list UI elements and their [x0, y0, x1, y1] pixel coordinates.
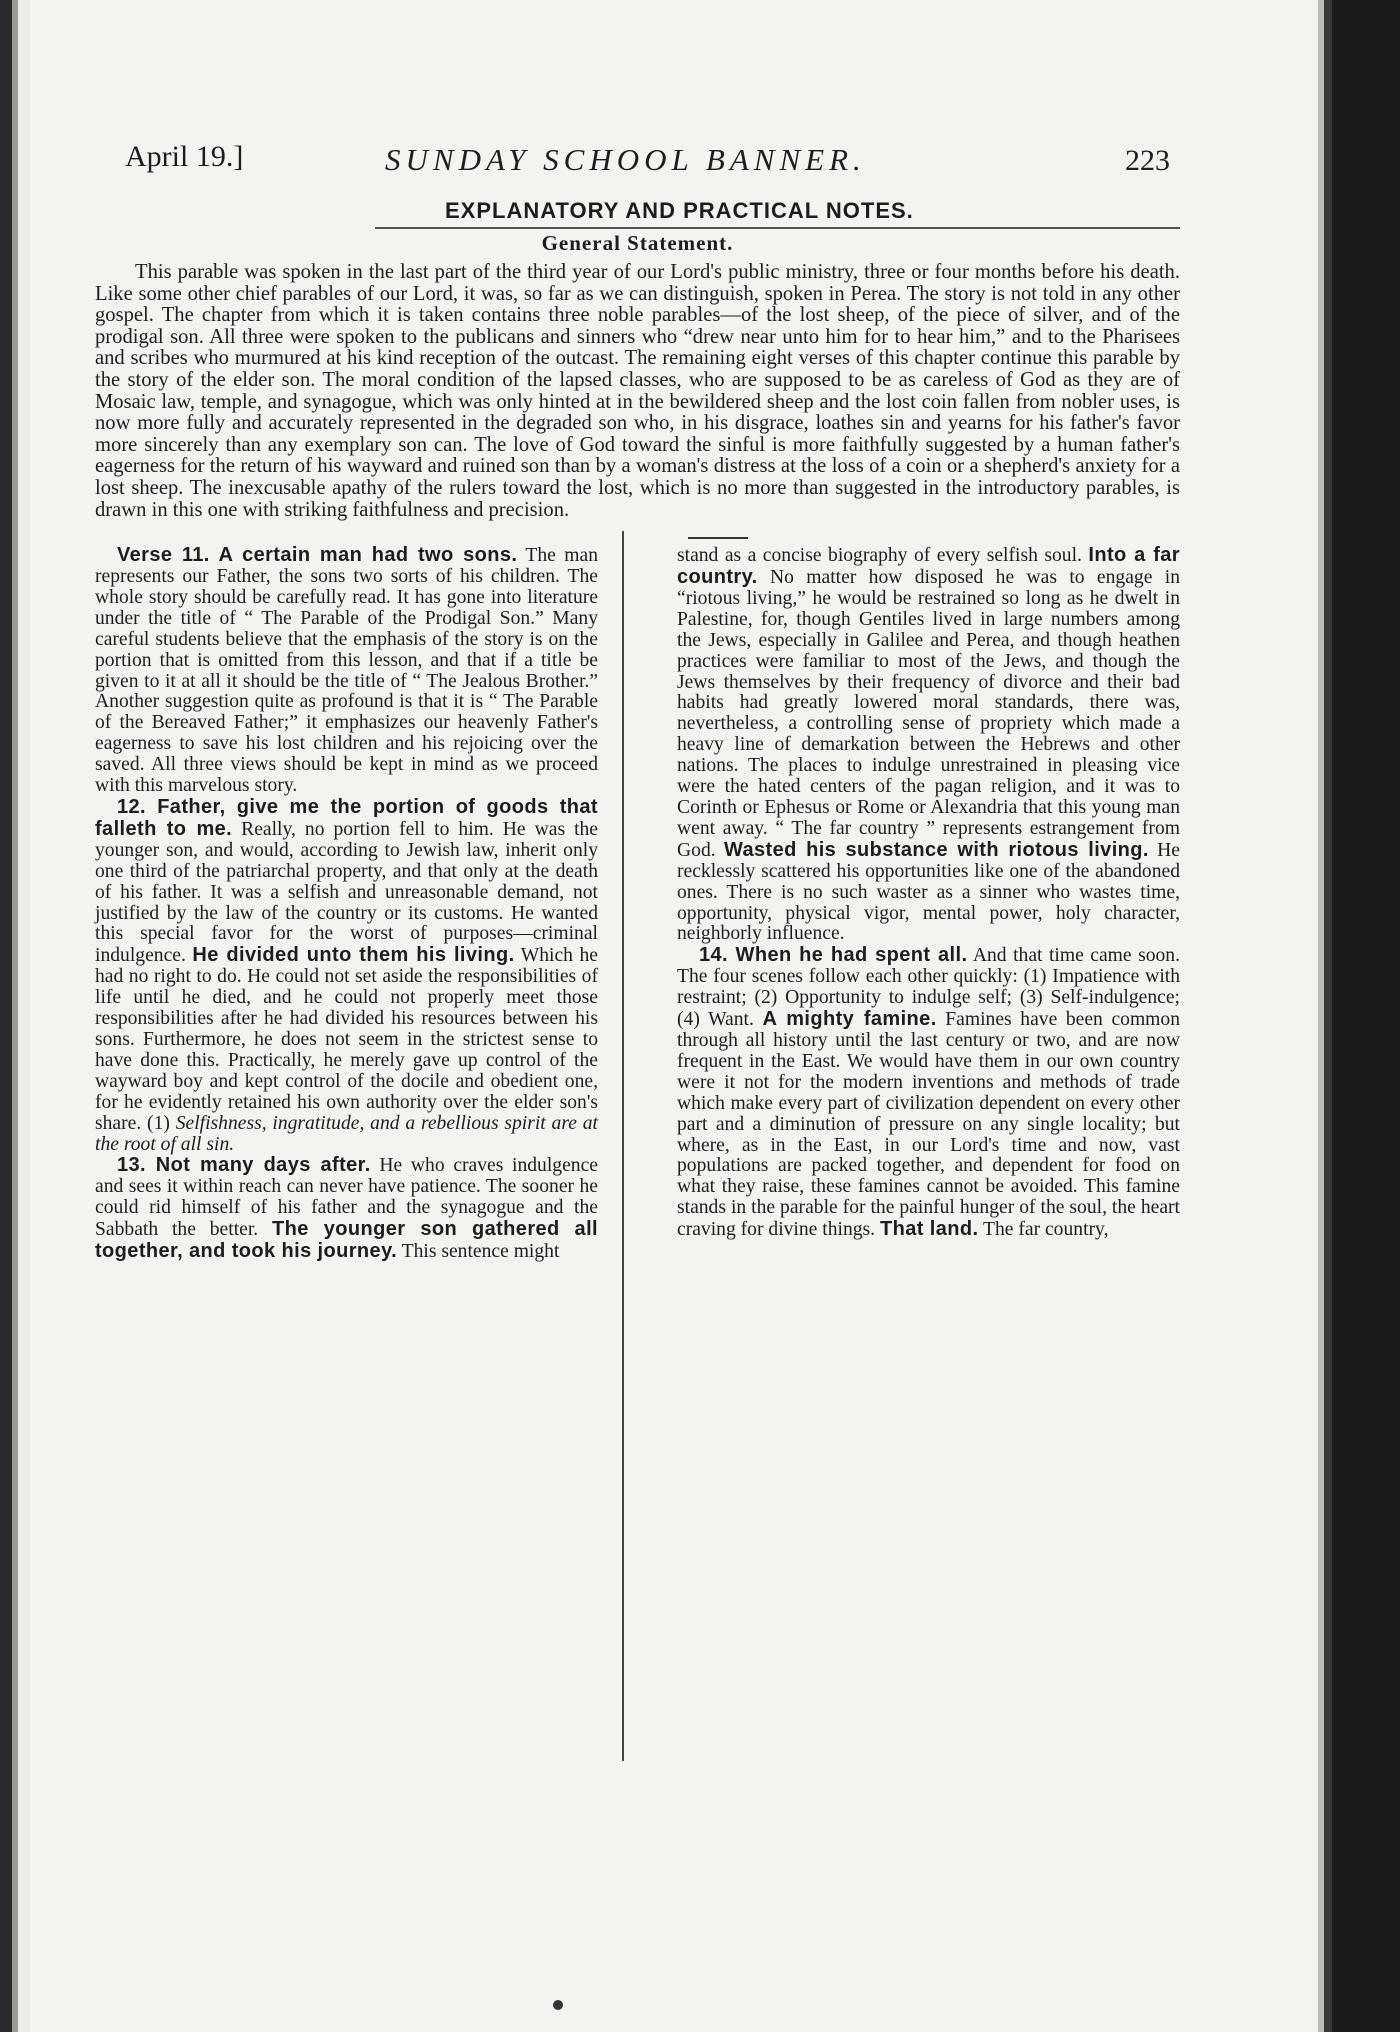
- verse-12-heading-b: He divided unto them his living.: [192, 944, 515, 967]
- verse-13-text-b: This sentence might: [401, 1241, 560, 1263]
- page-mark-dot: [553, 2000, 563, 2010]
- verse-14-text-a: And that time came soon. The four scenes follow each other quickly: (1) Impatience with restraint; (2) Opportunity to indulge self; (3) Self-indulgence; (4) Want.: [677, 945, 1181, 1031]
- verse-11-heading: Verse 11. A certain man had two sons.: [117, 544, 518, 567]
- mighty-famine-heading: A mighty famine.: [762, 1008, 937, 1031]
- column-rule: [622, 531, 624, 1761]
- that-land-text: The far country,: [982, 1219, 1109, 1241]
- section-subtitle: General Statement.: [541, 231, 734, 255]
- verse-13-continuation: [677, 545, 1180, 945]
- verse-13-text-a: He who craves indulgence and sees it within reach can never have patience. The sooner he could rid himself of his father and the synagogue and the Sabbath the better.: [95, 1155, 598, 1241]
- verse-11-note: [95, 545, 598, 797]
- section-title: EXPLANATORY AND PRACTICAL NOTES.: [375, 198, 1180, 229]
- page-number: 223: [1125, 144, 1170, 177]
- verse-12-text-b: Which he had no right to do. He could not set aside the responsibilities of life until he died, and he could not properly meet those responsibilities after he had divided his resources between his sons. Furthermore, he does not seem in the strictest sense to have done this. Practically, he merely gave up control of the wayward boy and kept control of the docile and obedient one, for he evidently retained his own authority over the elder son's share.: [95, 945, 599, 1134]
- verse-13-heading: 13. Not many days after.: [117, 1154, 371, 1177]
- book-page: [95, 140, 1180, 1263]
- far-country-heading: Into a far country.: [677, 544, 1180, 589]
- wasted-substance-heading: Wasted his substance with riotous living.: [723, 838, 1149, 861]
- wasted-substance-text: He recklessly scattered his opportunities like one of the abandoned ones. There is no such waster as a sinner who wastes time, opportunity, physical vigor, mental power, holy character, neighborly influence.: [677, 839, 1180, 945]
- two-column-body: [95, 545, 1180, 1263]
- verse-11-text: The man represents our Father, the sons two sorts of his children. The whole story should be carefully read. It has gone into literature under the title of “ The Parable of the Prodigal Son.” Many careful students believe that the emphasis of the story is on the portion that is omitted from this lesson, and that if a title be given to it at all it should be the title of “ The Jealous Brother.” Another suggestion quite as profound is that it is “ The Parable of the Bereaved Father;” it emphasizes our heavenly Father's eagerness to save his lost children and his rejoicing over the saved. All three views should be kept in mind as we proceed with this marvelous story.: [95, 545, 598, 797]
- far-country-text: No matter how disposed he was to engage in “riotous living,” he would be restrained so long as he dwelt in Palestine, for, though Gentiles lived in large numbers among the Jews, especially in Galilee and Perea, and though heathen practices were familiar to most of the Jews, and though the Jews themselves by their frequency of divorce and their bad habits had greatly lowered moral standards, there was, nevertheless, a controlling sense of propriety which made a heavy line of demarkation between the Hebrews and other nations. The places to indulge unrestrained in pleasing vice were the hated centers of the pagan religion, and it was to Corinth or Ephesus or Rome or Alexandria that this young man went away. “ The far country ” represents estrangement from God.: [677, 567, 1180, 861]
- right-column: [677, 545, 1180, 1263]
- issue-date: April 19.]: [125, 140, 244, 173]
- section-divider: [688, 537, 748, 539]
- verse-13-note: [95, 1155, 598, 1263]
- verse-12-text-a: Really, no portion fell to him. He was the younger son, and would, according to Jewish law, inherit only one third of the patriarchal property, and that only at the death of his father. It was a selfish and unreasonable demand, not justified by the law of the country or its customs. He wanted this special favor for the worst of purposes—criminal indulgence.: [95, 818, 599, 967]
- continuation-text: stand as a concise biography of every selfish soul.: [677, 545, 1082, 567]
- left-column: [95, 545, 598, 1263]
- book-spine-left-edge: [0, 0, 30, 2032]
- that-land-heading: That land.: [879, 1218, 979, 1241]
- book-page-right-edge: [1318, 0, 1400, 2032]
- verse-12-note: [95, 797, 598, 1155]
- verse-14-heading: 14. When he had spent all.: [699, 944, 968, 967]
- mighty-famine-text: Famines have been common through all history until the last century or two, and are now frequent in the East. We would have them in our own country were it not for the modern inventions and methods of trade which make every part of civilization dependent on every other part and a diminution of pressure on any single locality; but where, as in the East, in our Lord's time and now, vast populations are packed together, and dependent for food on what they raise, these famines cannot be avoided. This famine stands in the parable for the painful hunger of the soul, the heart craving for divine things.: [677, 1009, 1181, 1241]
- running-head: [95, 140, 1180, 196]
- verse-13-heading-b: The younger son gathered all together, and took his journey.: [95, 1218, 598, 1263]
- publication-title: SUNDAY SCHOOL BANNER.: [385, 142, 866, 177]
- verse-12-heading: 12. Father, give me the portion of goods that falleth to me.: [95, 796, 598, 840]
- verse-12-lesson-note: Selfishness, ingratitude, and a rebellious spirit are at the root of all sin.: [95, 1112, 598, 1155]
- general-statement-paragraph: This parable was spoken in the last part of the third year of our Lord's public ministry, three or four months before his death. Like some other chief parables of our Lord, it was, so far as we can distinguish, spoken in Perea. The story is not told in any other gospel. The chapter from which it is taken contains three noble parables—of the lost sheep, of the piece of silver, and of the prodigal son. All three were spoken to the publicans and sinners who “drew near unto him for to hear him,” and to the Pharisees and scribes who murmured at his kind reception of the outcast. The remaining eight verses of this chapter continue this parable by the story of the elder son. The moral condition of the lapsed classes, who are supposed to be as careless of God as they are of Mosaic law, temple, and synagogue, which was only hinted at in the bewildered sheep and the lost coin fallen from nobler uses, is now more fully and accurately represented in the degraded son who, in his disgrace, loathes sin and yearns for his father's favor more sincerely than any exemplary son can. The love of God toward the sinful is more faithfully suggested by a human father's eagerness for the return of his wayward and ruined son than by a woman's distress at the loss of a coin or a shepherd's anxiety for a lost sheep. The inexcusable apathy of the rulers toward the lost, which is no more than suggested in the introductory parables, is drawn in this one with striking faithfulness and precision.: [95, 261, 1180, 521]
- verse-12-note-number: (1): [147, 1112, 170, 1134]
- verse-14-note: [677, 945, 1180, 1241]
